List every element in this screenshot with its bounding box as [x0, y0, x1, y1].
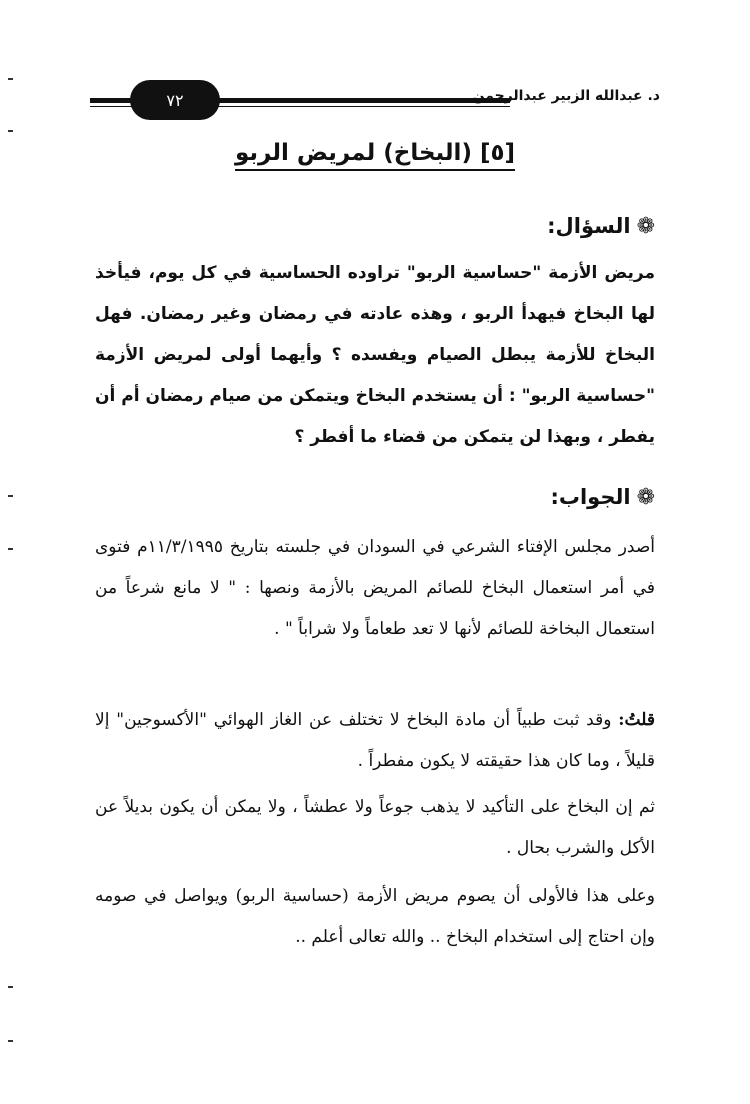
chapter-title-text: [٥] (البخاخ) لمريض الربو: [235, 140, 515, 171]
note-label: قلتُ:: [618, 710, 655, 730]
flower-icon: ❁: [636, 214, 655, 239]
header-rule-right: [200, 98, 510, 103]
answer-paragraph-3: ثم إن البخاخ على التأكيد لا يذهب جوعاً ولا عطشاً ، ولا يمكن أن يكون بديلاً عن الأكل والشرب بحال .: [95, 797, 655, 858]
question-heading: [547, 214, 655, 239]
flower-icon: ❁: [636, 485, 655, 510]
margin-mark: [8, 1040, 13, 1042]
question-heading-text: السؤال:: [547, 214, 631, 238]
answer-paragraph-4: وعلى هذا فالأولى أن يصوم مريض الأزمة (حساسية الربو) ويواصل في صومه وإن احتاج إلى استخدام البخاخ .. والله تعالى أعلم ..: [95, 886, 655, 947]
chapter-title: [0, 140, 750, 166]
margin-mark: [8, 78, 13, 80]
answer-heading: [550, 485, 655, 510]
note-text: وقد ثبت طبياً أن مادة البخاخ لا تختلف عن الغاز الهوائي "الأكسوجين" إلا قليلاً ، وما كان هذا حقيقته لا يكون مفطراً .: [95, 710, 655, 771]
margin-mark: [8, 130, 13, 132]
margin-mark: [8, 986, 13, 988]
answer-paragraph-1: أصدر مجلس الإفتاء الشرعي في السودان في جلسته بتاريخ ١١/٣/١٩٩٥م فتوى في أمر استعمال البخاخ للصائم المريض بالأزمة ونصها : " لا مانع شرعاً من استعمال البخاخة للصائم لأنها لا تعد طعاماً ولا شراباً " .: [95, 537, 656, 639]
answer-paragraph-2: [95, 700, 655, 782]
question-text: مريض الأزمة "حساسية الربو" تراوده الحساسية في كل يوم، فيأخذ لها البخاخ فيهدأ الربو ، وهذه عادته في رمضان وغير رمضان. فهل البخاخ للأزمة يبطل الصيام ويفسده ؟ وأيهما أولى لمريض الأزمة "حساسية الربو" : أن يستخدم البخاخ ويتمكن من صيام رمضان أم أن يفطر ، وبهذا لن يتمكن من قضاء ما أفطر ؟: [95, 263, 655, 447]
page-number: ٧٢: [130, 80, 220, 120]
page-header: [90, 80, 660, 120]
answer-heading-text: الجواب:: [550, 485, 631, 509]
margin-mark: [8, 548, 13, 550]
author-name: د. عبدالله الزبير عبدالرحمن: [472, 88, 660, 104]
margin-mark: [8, 495, 13, 497]
header-rule-right-thin: [200, 106, 510, 107]
